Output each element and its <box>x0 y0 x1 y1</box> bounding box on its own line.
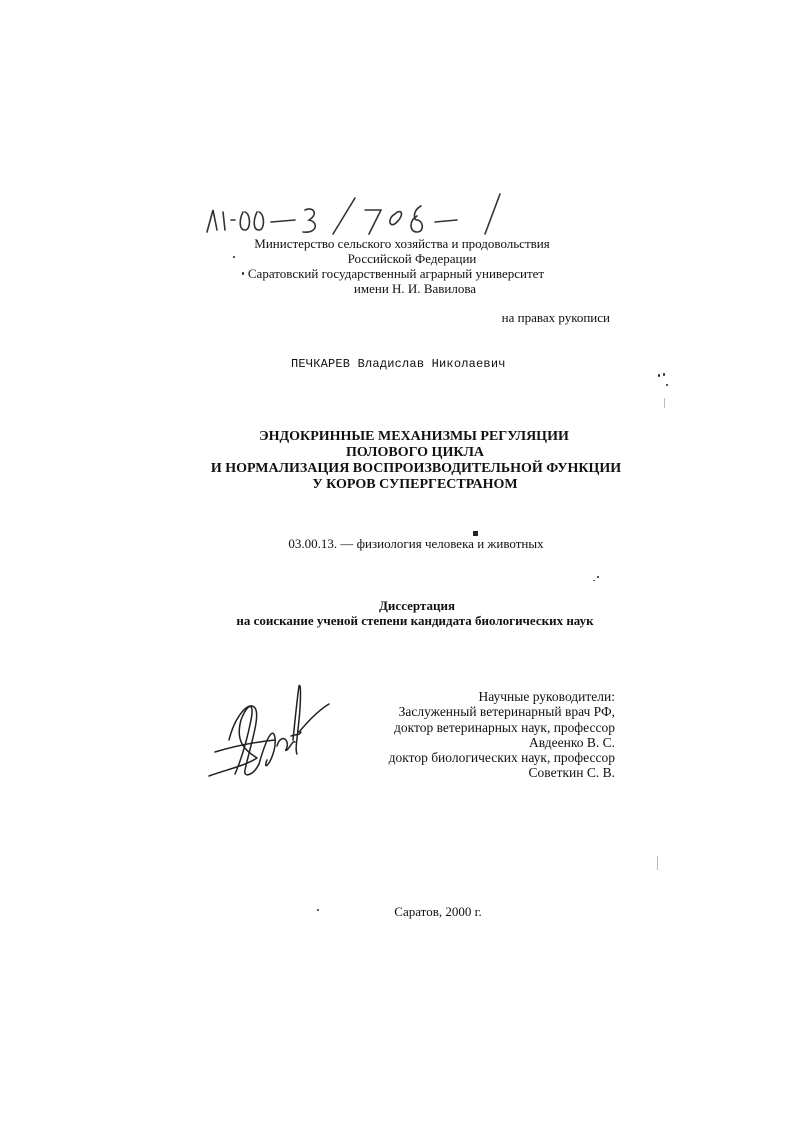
title-line-3: И НОРМАЛИЗАЦИЯ ВОСПРОИЗВОДИТЕЛЬНОЙ ФУНКЦИИ <box>210 461 622 476</box>
title-line-1: ЭНДОКРИННЫЕ МЕХАНИЗМЫ РЕГУЛЯЦИИ <box>259 429 569 444</box>
scan-speck <box>666 384 668 386</box>
supervisors-heading: Научные руководители: <box>478 689 615 704</box>
scan-speck <box>663 373 665 376</box>
federation-line: Российской Федерации <box>347 251 477 266</box>
supervisor-2-name: Советкин С. В. <box>528 765 615 780</box>
scan-speck <box>593 580 595 581</box>
scan-speck <box>242 272 244 275</box>
specialty-code: 03.00.13. — физиология человека и животных <box>288 536 544 551</box>
supervisor-1-degree: доктор ветеринарных наук, профессор <box>393 720 615 735</box>
dissertation-heading: Диссертация <box>378 598 456 613</box>
university-name-line: имени Н. И. Вавилова <box>353 281 477 296</box>
supervisor-1-name: Авдеенко В. С. <box>529 735 615 750</box>
dissertation-subtitle: на соискание ученой степени кандидата биологических наук <box>236 613 594 628</box>
scan-speck <box>658 374 660 377</box>
scan-speck <box>597 576 599 578</box>
scan-speck <box>657 856 658 870</box>
author-signature <box>205 680 345 790</box>
title-line-2: ПОЛОВОГО ЦИКЛА <box>345 445 485 460</box>
manuscript-rights: на правах рукописи <box>501 310 610 325</box>
city-year: Саратов, 2000 г. <box>394 904 482 919</box>
scan-speck <box>473 531 478 536</box>
scan-speck <box>317 909 319 911</box>
supervisor-1-title: Заслуженный ветеринарный врач РФ, <box>398 704 615 719</box>
title-line-4: У КОРОВ СУПЕРГЕСТРАНОМ <box>312 477 518 492</box>
scan-speck <box>664 398 665 408</box>
university-line: Саратовский государственный аграрный университет <box>247 266 545 281</box>
supervisor-2-degree: доктор биологических наук, профессор <box>388 750 615 765</box>
scan-speck <box>233 256 235 258</box>
ministry-line: Министерство сельского хозяйства и продовольствия <box>254 236 550 251</box>
author-name: ПЕЧКАРЕВ Владислав Николаевич <box>291 357 506 371</box>
